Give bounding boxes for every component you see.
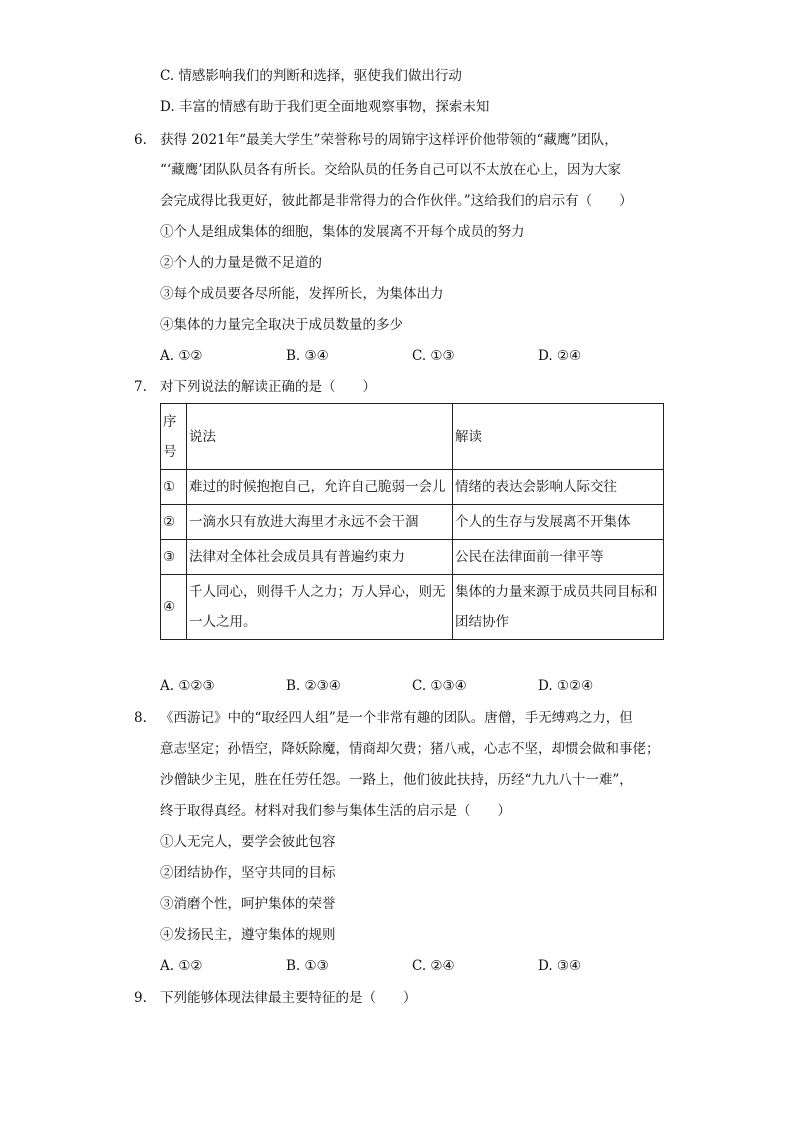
q7-row2-interpretation: 个人的生存与发展离不开集体	[453, 505, 664, 540]
q5-option-c: C. 情感影响我们的判断和选择，驱使我们做出行动	[160, 68, 462, 84]
q7-row1-interpretation: 情绪的表达会影响人际交往	[453, 470, 664, 505]
q6-statement-1: ①个人是组成集体的细胞，集体的发展离不开每个成员的努力	[160, 224, 525, 240]
q8-stem-line3: 沙僧缺少主见，胜在任劳任怨。一路上，他们彼此扶持，历经“九九八十一难”，	[160, 772, 633, 788]
q6-option-d[interactable]: D. ②④	[538, 348, 582, 364]
q7-header-index: 序号	[161, 404, 187, 470]
q8-option-b[interactable]: B. ①③	[286, 958, 329, 974]
q6-stem-line1: 获得 2021年“最美大学生”荣誉称号的周锦宇这样评价他带领的“藏鹰”团队，	[160, 132, 618, 148]
q8-stem-line1: 《西游记》中的“取经四人组”是一个非常有趣的团队。唐僧，手无缚鸡之力，但	[160, 710, 633, 726]
q7-header-statement: 说法	[187, 404, 453, 470]
q9-number: 9.	[134, 990, 147, 1006]
q7-table-row	[161, 540, 664, 575]
q7-row4-statement: 千人同心，则得千人之力；万人异心，则无一人之用。	[187, 575, 453, 640]
q7-option-b[interactable]: B. ②③④	[286, 678, 341, 694]
q7-header-interpretation: 解读	[453, 404, 664, 470]
q8-options	[160, 957, 680, 975]
q7-option-c[interactable]: C. ①③④	[412, 678, 467, 694]
q8-statement-4: ④发扬民主，遵守集体的规则	[160, 927, 336, 943]
q6-statement-2: ②个人的力量是微不足道的	[160, 255, 322, 271]
q8-statement-2: ②团结协作，坚守共同的目标	[160, 865, 336, 881]
q6-option-b[interactable]: B. ③④	[286, 348, 329, 364]
q7-table-header-row	[161, 404, 664, 470]
q8-statement-1: ①人无完人，要学会彼此包容	[160, 834, 336, 850]
q7-table-row	[161, 505, 664, 540]
q7-option-a[interactable]: A. ①②③	[160, 678, 215, 694]
q7-row4-index: ④	[161, 575, 187, 640]
q7-row2-index: ②	[161, 505, 187, 540]
q8-stem-line2: 意志坚定；孙悟空，降妖除魔，情商却欠费；猪八戒，心志不坚，却惯会做和事佬；	[160, 741, 660, 757]
q6-option-a[interactable]: A. ①②	[160, 348, 203, 364]
q7-stem: 对下列说法的解读正确的是（ ）	[160, 379, 376, 395]
q8-number: 8.	[134, 710, 147, 726]
q8-statement-3: ③消磨个性，呵护集体的荣誉	[160, 896, 336, 912]
q5-option-d: D. 丰富的情感有助于我们更全面地观察事物，探索未知	[160, 99, 490, 115]
q6-number: 6.	[134, 132, 147, 148]
q6-stem-line3: 会完成得比我更好，彼此都是非常得力的合作伙伴。”这给我们的启示有（ ）	[160, 193, 633, 209]
q6-option-c[interactable]: C. ①③	[412, 348, 455, 364]
q8-option-a[interactable]: A. ①②	[160, 958, 203, 974]
q7-row2-statement: 一滴水只有放进大海里才永远不会干涸	[187, 505, 453, 540]
q7-row3-interpretation: 公民在法律面前一律平等	[453, 540, 664, 575]
q7-table	[160, 403, 664, 640]
q7-option-d[interactable]: D. ①②④	[538, 678, 594, 694]
q7-row3-index: ③	[161, 540, 187, 575]
q6-stem-line2: “‘藏鹰’团队队员各有所长。交给队员的任务自己可以不太放在心上，因为大家	[160, 162, 621, 178]
q7-row4-interpretation: 集体的力量来源于成员共同目标和团结协作	[453, 575, 664, 640]
q7-row1-index: ①	[161, 470, 187, 505]
q7-options	[160, 677, 680, 695]
q7-row1-statement: 难过的时候抱抱自己，允许自己脆弱一会儿	[187, 470, 453, 505]
q7-table-row	[161, 575, 664, 640]
q7-row3-statement: 法律对全体社会成员具有普遍约束力	[187, 540, 453, 575]
q8-option-d[interactable]: D. ③④	[538, 958, 582, 974]
q6-statement-4: ④集体的力量完全取决于成员数量的多少	[160, 317, 403, 333]
q8-option-c[interactable]: C. ②④	[412, 958, 455, 974]
q7-number: 7.	[134, 379, 147, 395]
q8-stem-line4: 终于取得真经。材料对我们参与集体生活的启示是（ ）	[160, 803, 511, 819]
q9-stem: 下列能够体现法律最主要特征的是（ ）	[160, 990, 417, 1006]
q6-statement-3: ③每个成员要各尽所能，发挥所长，为集体出力	[160, 286, 444, 302]
q7-table-row	[161, 470, 664, 505]
q6-options	[160, 347, 680, 365]
